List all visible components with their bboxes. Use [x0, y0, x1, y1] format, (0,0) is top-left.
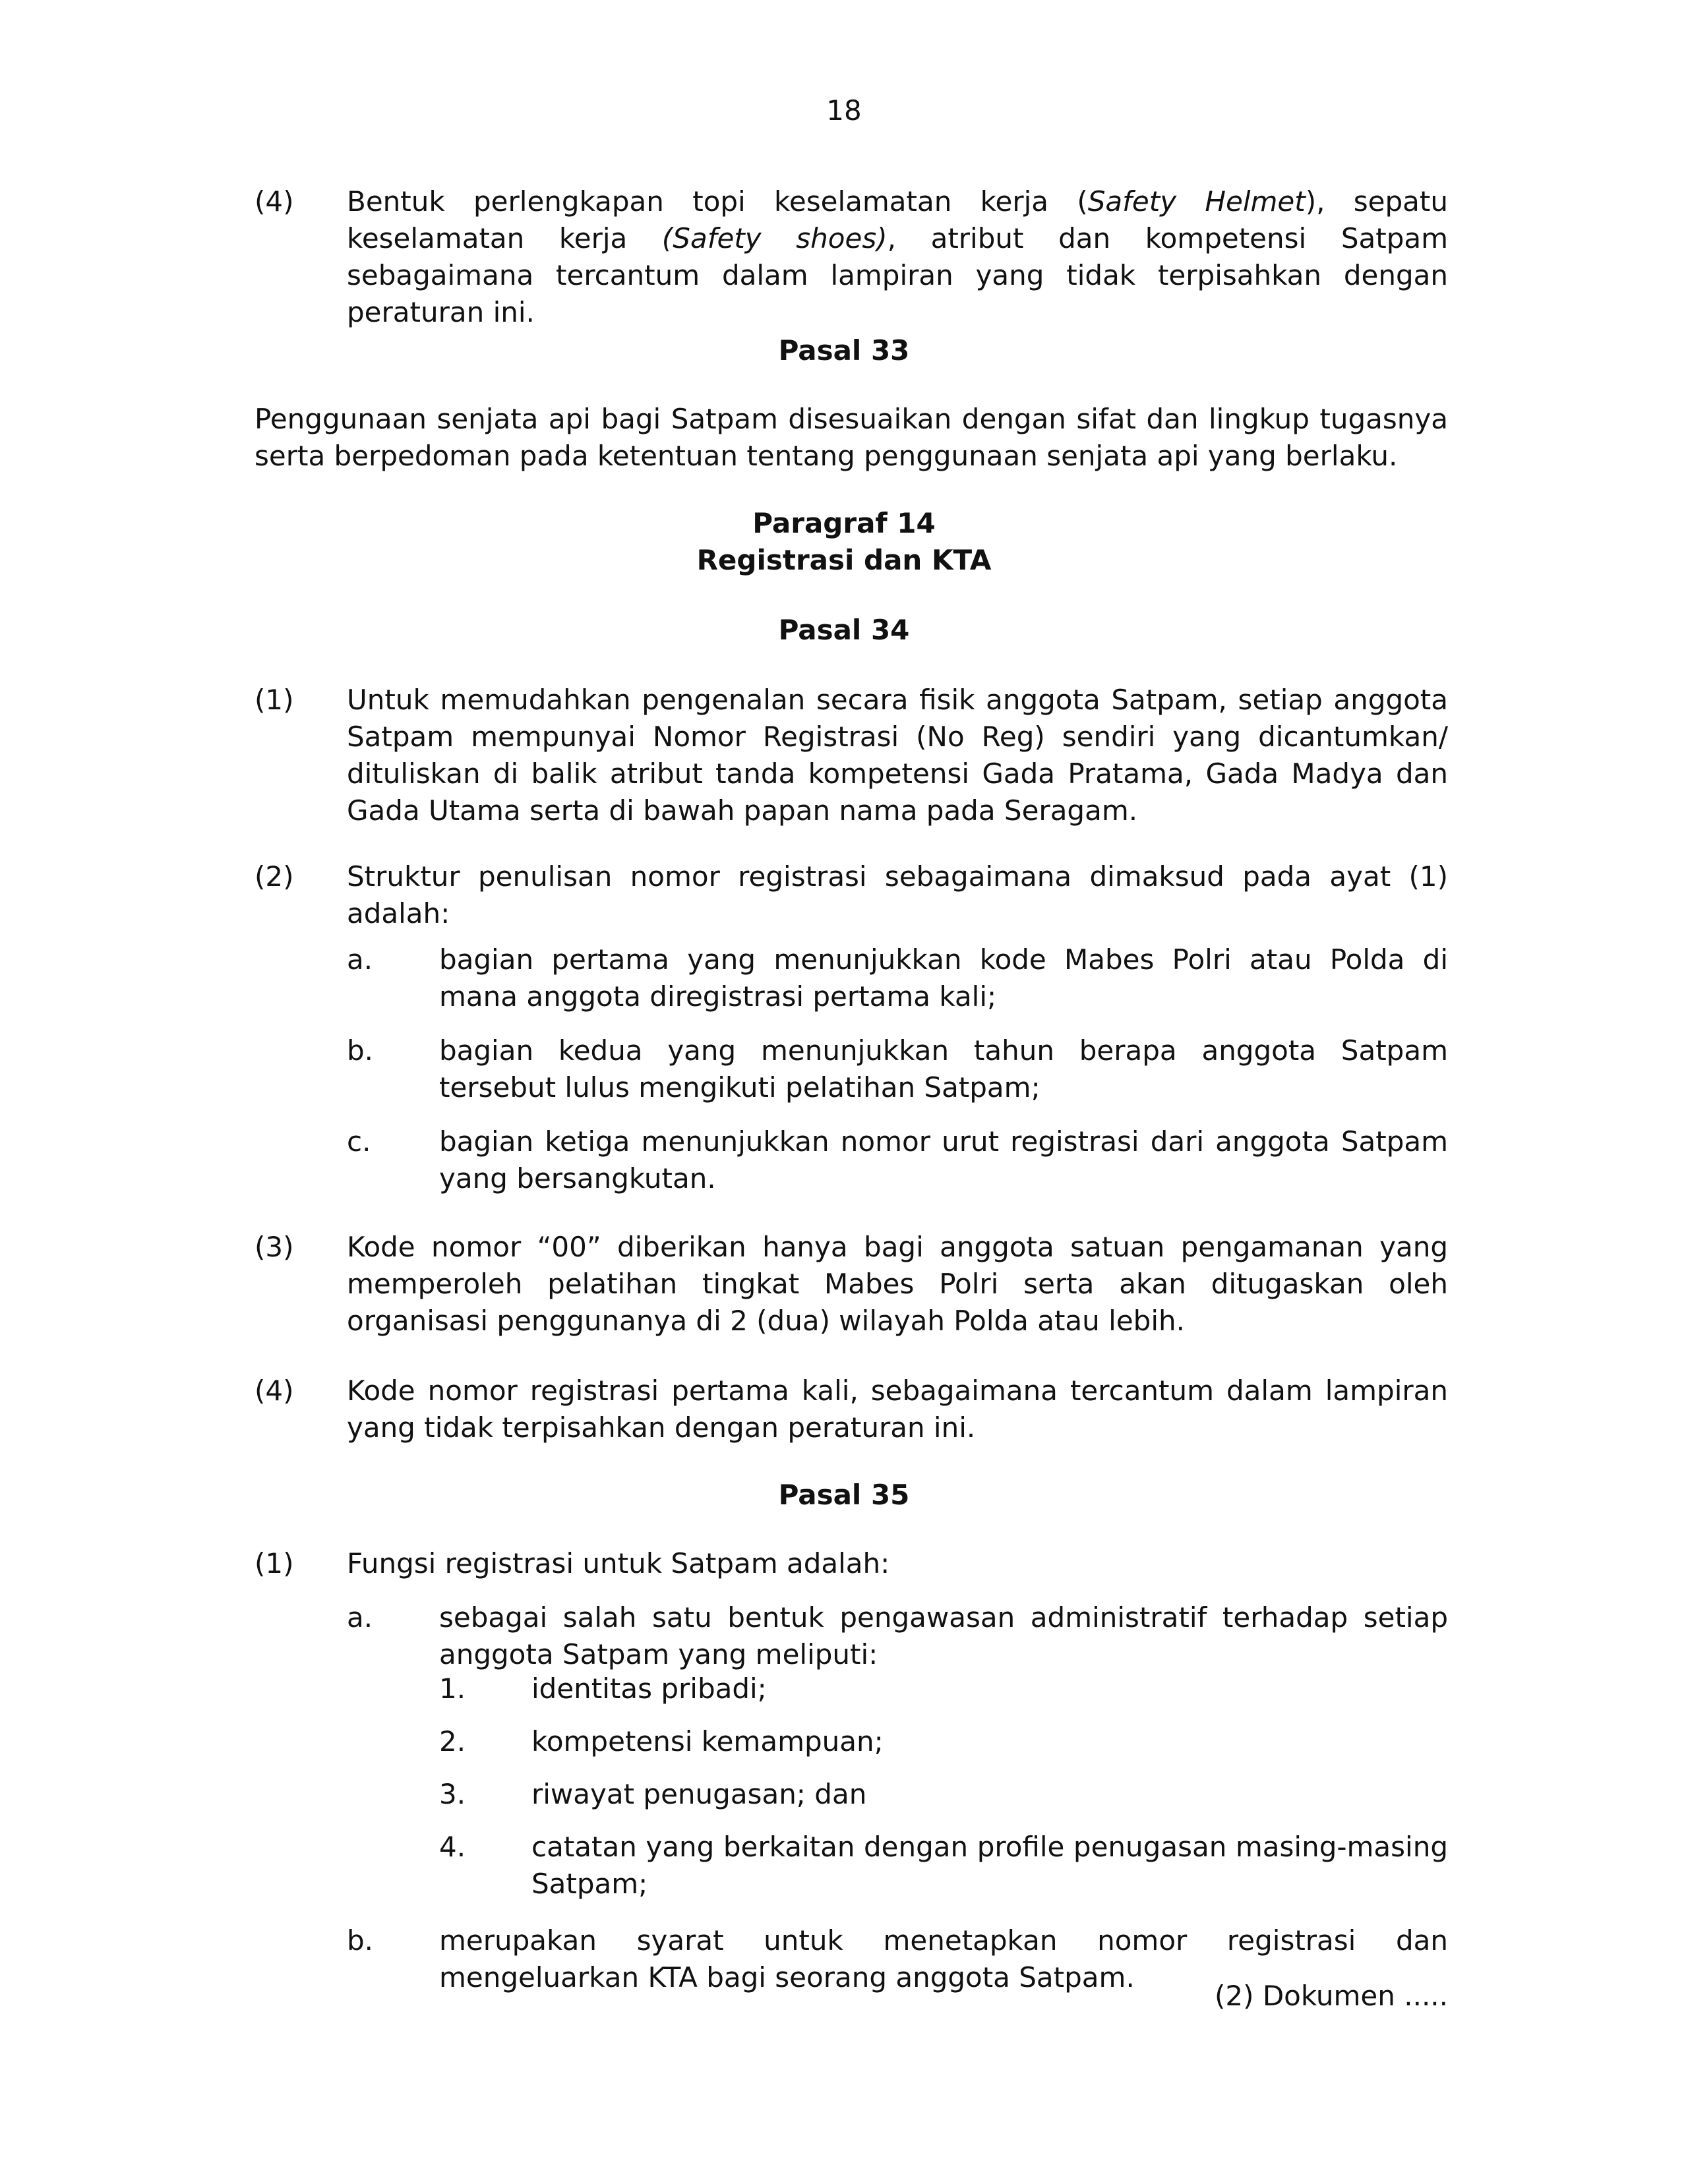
page-number: 18 [826, 94, 862, 127]
item-text: Kode nomor registrasi pertama kali, sebagaimana tercantum dalam lampiran yang tidak terpisahkan dengan peraturan ini. [347, 1374, 1448, 1444]
sub-label: c. [347, 1125, 371, 1158]
pasal-35-list-3 [255, 1776, 1448, 1813]
sub-text: merupakan syarat untuk menetapkan nomor registrasi dan mengeluarkan KTA bagi seorang anggota Satpam. [439, 1924, 1448, 1993]
item-text: Bentuk perlengkapan topi keselamatan kerja (Safety Helmet), sepatu keselamatan kerja (Safety shoes), atribut dan kompetensi Satpam sebagaimana tercantum dalam lampiran yang tidak terpisahkan dengan peraturan ini. [347, 185, 1449, 328]
pasal-35-item-1a [255, 1599, 1448, 1673]
pasal-33-text: Penggunaan senjata api bagi Satpam disesuaikan dengan sifat dan lingkup tugasnya serta berpedoman pada ketentuan tentang penggunaan senjata api yang berlaku. [255, 403, 1448, 472]
top-item-4 [255, 183, 1448, 331]
item-number: (1) [255, 1547, 294, 1579]
pasal-34-item-1 [255, 682, 1448, 829]
item-number: (1) [255, 684, 294, 716]
list-label: 4. [439, 1831, 466, 1863]
list-label: 2. [439, 1725, 466, 1757]
sub-text: bagian kedua yang menunjukkan tahun berapa anggota Satpam tersebut lulus mengikuti pelatihan Satpam; [439, 1034, 1448, 1104]
continuation-note: (2) Dokumen ..... [1214, 1980, 1448, 2012]
paragraf-14-title: Paragraf 14 [752, 507, 936, 539]
item-number: (2) [255, 860, 294, 893]
list-label: 3. [439, 1778, 466, 1810]
item-text: Kode nomor “00” diberikan hanya bagi anggota satuan pengamanan yang memperoleh pelatihan tingkat Mabes Polri serta akan ditugaskan oleh organisasi penggunanya di 2 (dua) wilayah Polda atau lebih. [347, 1231, 1448, 1337]
item-text: Fungsi registrasi untuk Satpam adalah: [347, 1547, 890, 1579]
sub-label: b. [347, 1924, 374, 1957]
pasal-34-item-2a [255, 941, 1448, 1015]
pasal-35-list-1 [255, 1670, 1448, 1707]
item-number: (4) [255, 185, 294, 218]
item-number: (3) [255, 1231, 294, 1263]
sub-text: sebagai salah satu bentuk pengawasan administratif terhadap setiap anggota Satpam yang meliputi: [439, 1601, 1448, 1670]
sub-label: b. [347, 1034, 374, 1067]
pasal-34-title: Pasal 34 [778, 614, 910, 646]
sub-text: bagian ketiga menunjukkan nomor urut registrasi dari anggota Satpam yang bersangkutan. [439, 1125, 1448, 1195]
pasal-33-title: Pasal 33 [778, 334, 910, 367]
sub-text: bagian pertama yang menunjukkan kode Mabes Polri atau Polda di mana anggota diregistrasi pertama kali; [439, 943, 1448, 1013]
sub-label: a. [347, 943, 373, 976]
list-text: kompetensi kemampuan; [531, 1725, 884, 1757]
pasal-34-item-2b [255, 1032, 1448, 1106]
item-number: (4) [255, 1374, 294, 1407]
pasal-35-title: Pasal 35 [778, 1479, 910, 1511]
item-text: Untuk memudahkan pengenalan secara fisik anggota Satpam, setiap anggota Satpam mempunyai Nomor Registrasi (No Reg) sendiri yang dicantumkan/ dituliskan di balik atribut tanda kompetensi Gada Pratama, Gada Madya dan Gada Utama serta di bawah papan nama pada Seragam. [347, 684, 1448, 827]
pasal-35-item-1 [255, 1545, 1448, 1582]
sub-label: a. [347, 1601, 373, 1634]
list-text: identitas pribadi; [531, 1672, 767, 1705]
list-text: riwayat penugasan; dan [531, 1778, 867, 1810]
pasal-34-item-3 [255, 1229, 1448, 1340]
list-text: catatan yang berkaitan dengan profile penugasan masing-masing Satpam; [531, 1831, 1448, 1900]
list-label: 1. [439, 1672, 466, 1705]
pasal-34-item-4 [255, 1372, 1448, 1446]
pasal-34-item-2 [255, 858, 1448, 932]
pasal-35-list-4 [255, 1829, 1448, 1903]
item-text: Struktur penulisan nomor registrasi sebagaimana dimaksud pada ayat (1) adalah: [347, 860, 1448, 930]
paragraf-14-subtitle: Registrasi dan KTA [696, 544, 992, 576]
pasal-34-item-2c [255, 1123, 1448, 1197]
pasal-35-list-2 [255, 1723, 1448, 1760]
